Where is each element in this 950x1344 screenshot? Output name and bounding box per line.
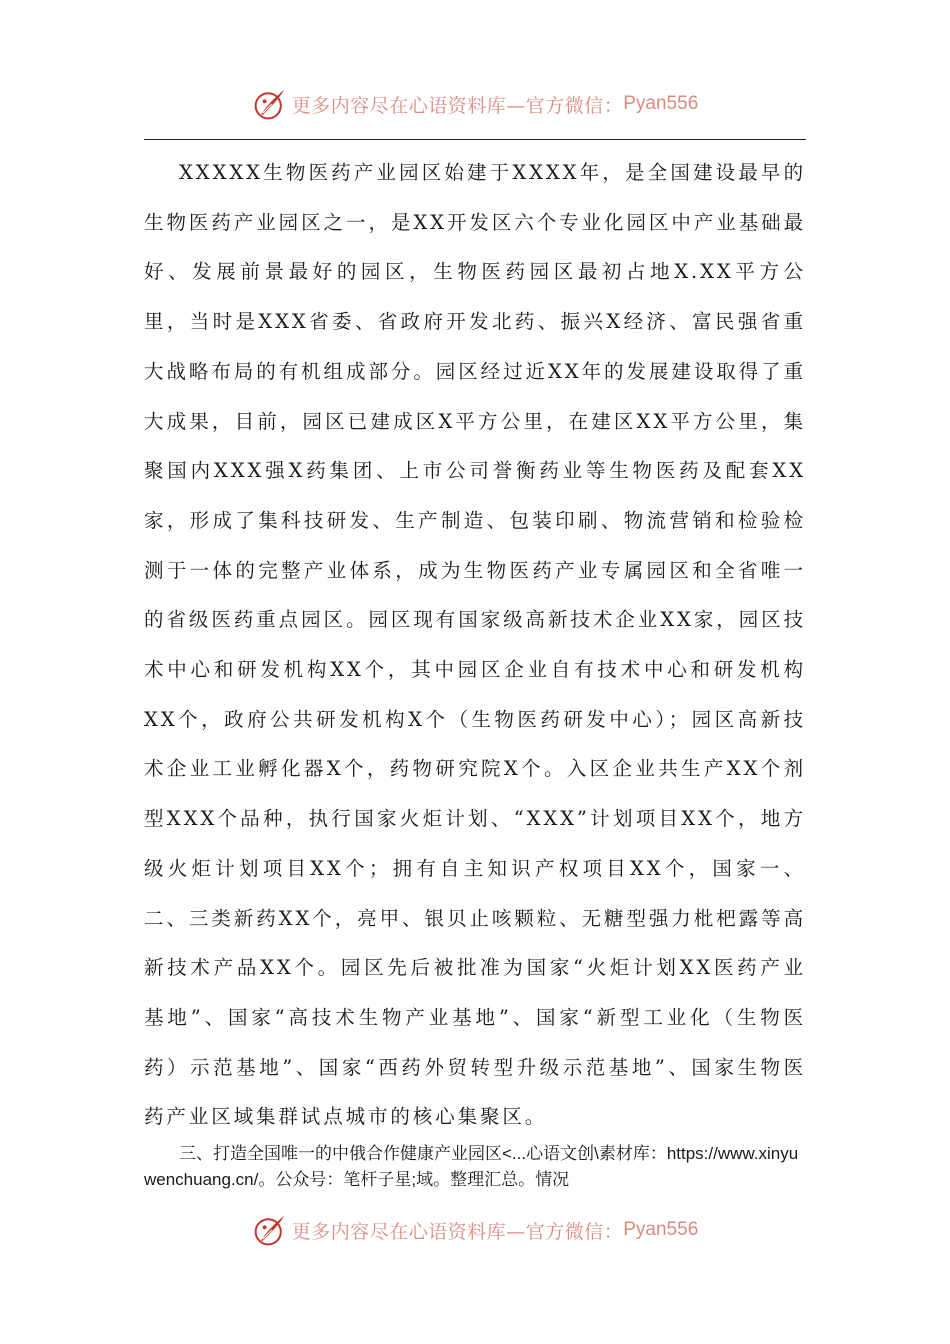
quill-logo-icon (252, 86, 288, 122)
header-divider (144, 139, 806, 140)
banner-wechat-id: Pyan556 (623, 93, 699, 114)
section-heading-line: 三、打造全国唯一的中俄合作健康产业园区<...心语文创\素材库：https://www.xinyuwenchuang.cn/。公众号：笔杆子星;域。整理汇总。情况 (144, 1144, 799, 1189)
footer-banner (0, 1208, 950, 1252)
quill-logo-icon (252, 1212, 288, 1248)
header-banner (0, 82, 950, 126)
banner-text: 更多内容尽在心语资料库—官方微信： (291, 1220, 624, 1243)
banner-text: 更多内容尽在心语资料库—官方微信： (291, 94, 624, 117)
banner-wechat-id: Pyan556 (623, 1219, 699, 1240)
main-paragraph: XXXXX生物医药产业园区始建于XXXX年，是全国建设最早的生物医药产业园区之一，是XX开发区六个专业化园区中产业基础最好、发展前景最好的园区，生物医药园区最初占地X.XX平方公里，当时是XXX省委、省政府开发北药、振兴X经济、富民强省重大战略布局的有机组成部分。园区经过近XX年的发展建设取得了重大成果，目前，园区已建成区X平方公里，在建区XX平方公里，集聚国内XXX强X药集团、上市公司誉衡药业等生物医药及配套XX家，形成了集科技研发、生产制造、包装印刷、物流营销和检验检测于一体的完整产业体系，成为生物医药产业专属园区和全省唯一的省级医药重点园区。园区现有国家级高新技术企业XX家，园区技术中心和研发机构XX个，其中园区企业自有技术中心和研发机构XX个，政府公共研发机构X个（生物医药研发中心）；园区高新技术企业工业孵化器X个，药物研究院X个。入区企业共生产XX个剂型XXX个品种，执行国家火炬计划、“XXX”计划项目XX个，地方级火炬计划项目XX个；拥有自主知识产权项目XX个，国家一、二、三类新药XX个，亮甲、银贝止咳颗粒、无糖型强力枇杷露等高新技术产品XX个。园区先后被批准为国家“火炬计划XX医药产业基地”、国家“高技术生物产业基地”、国家“新型工业化（生物医药）示范基地”、国家“西药外贸转型升级示范基地”、国家生物医药产业区域集群试点城市的核心集聚区。 (144, 161, 806, 1129)
